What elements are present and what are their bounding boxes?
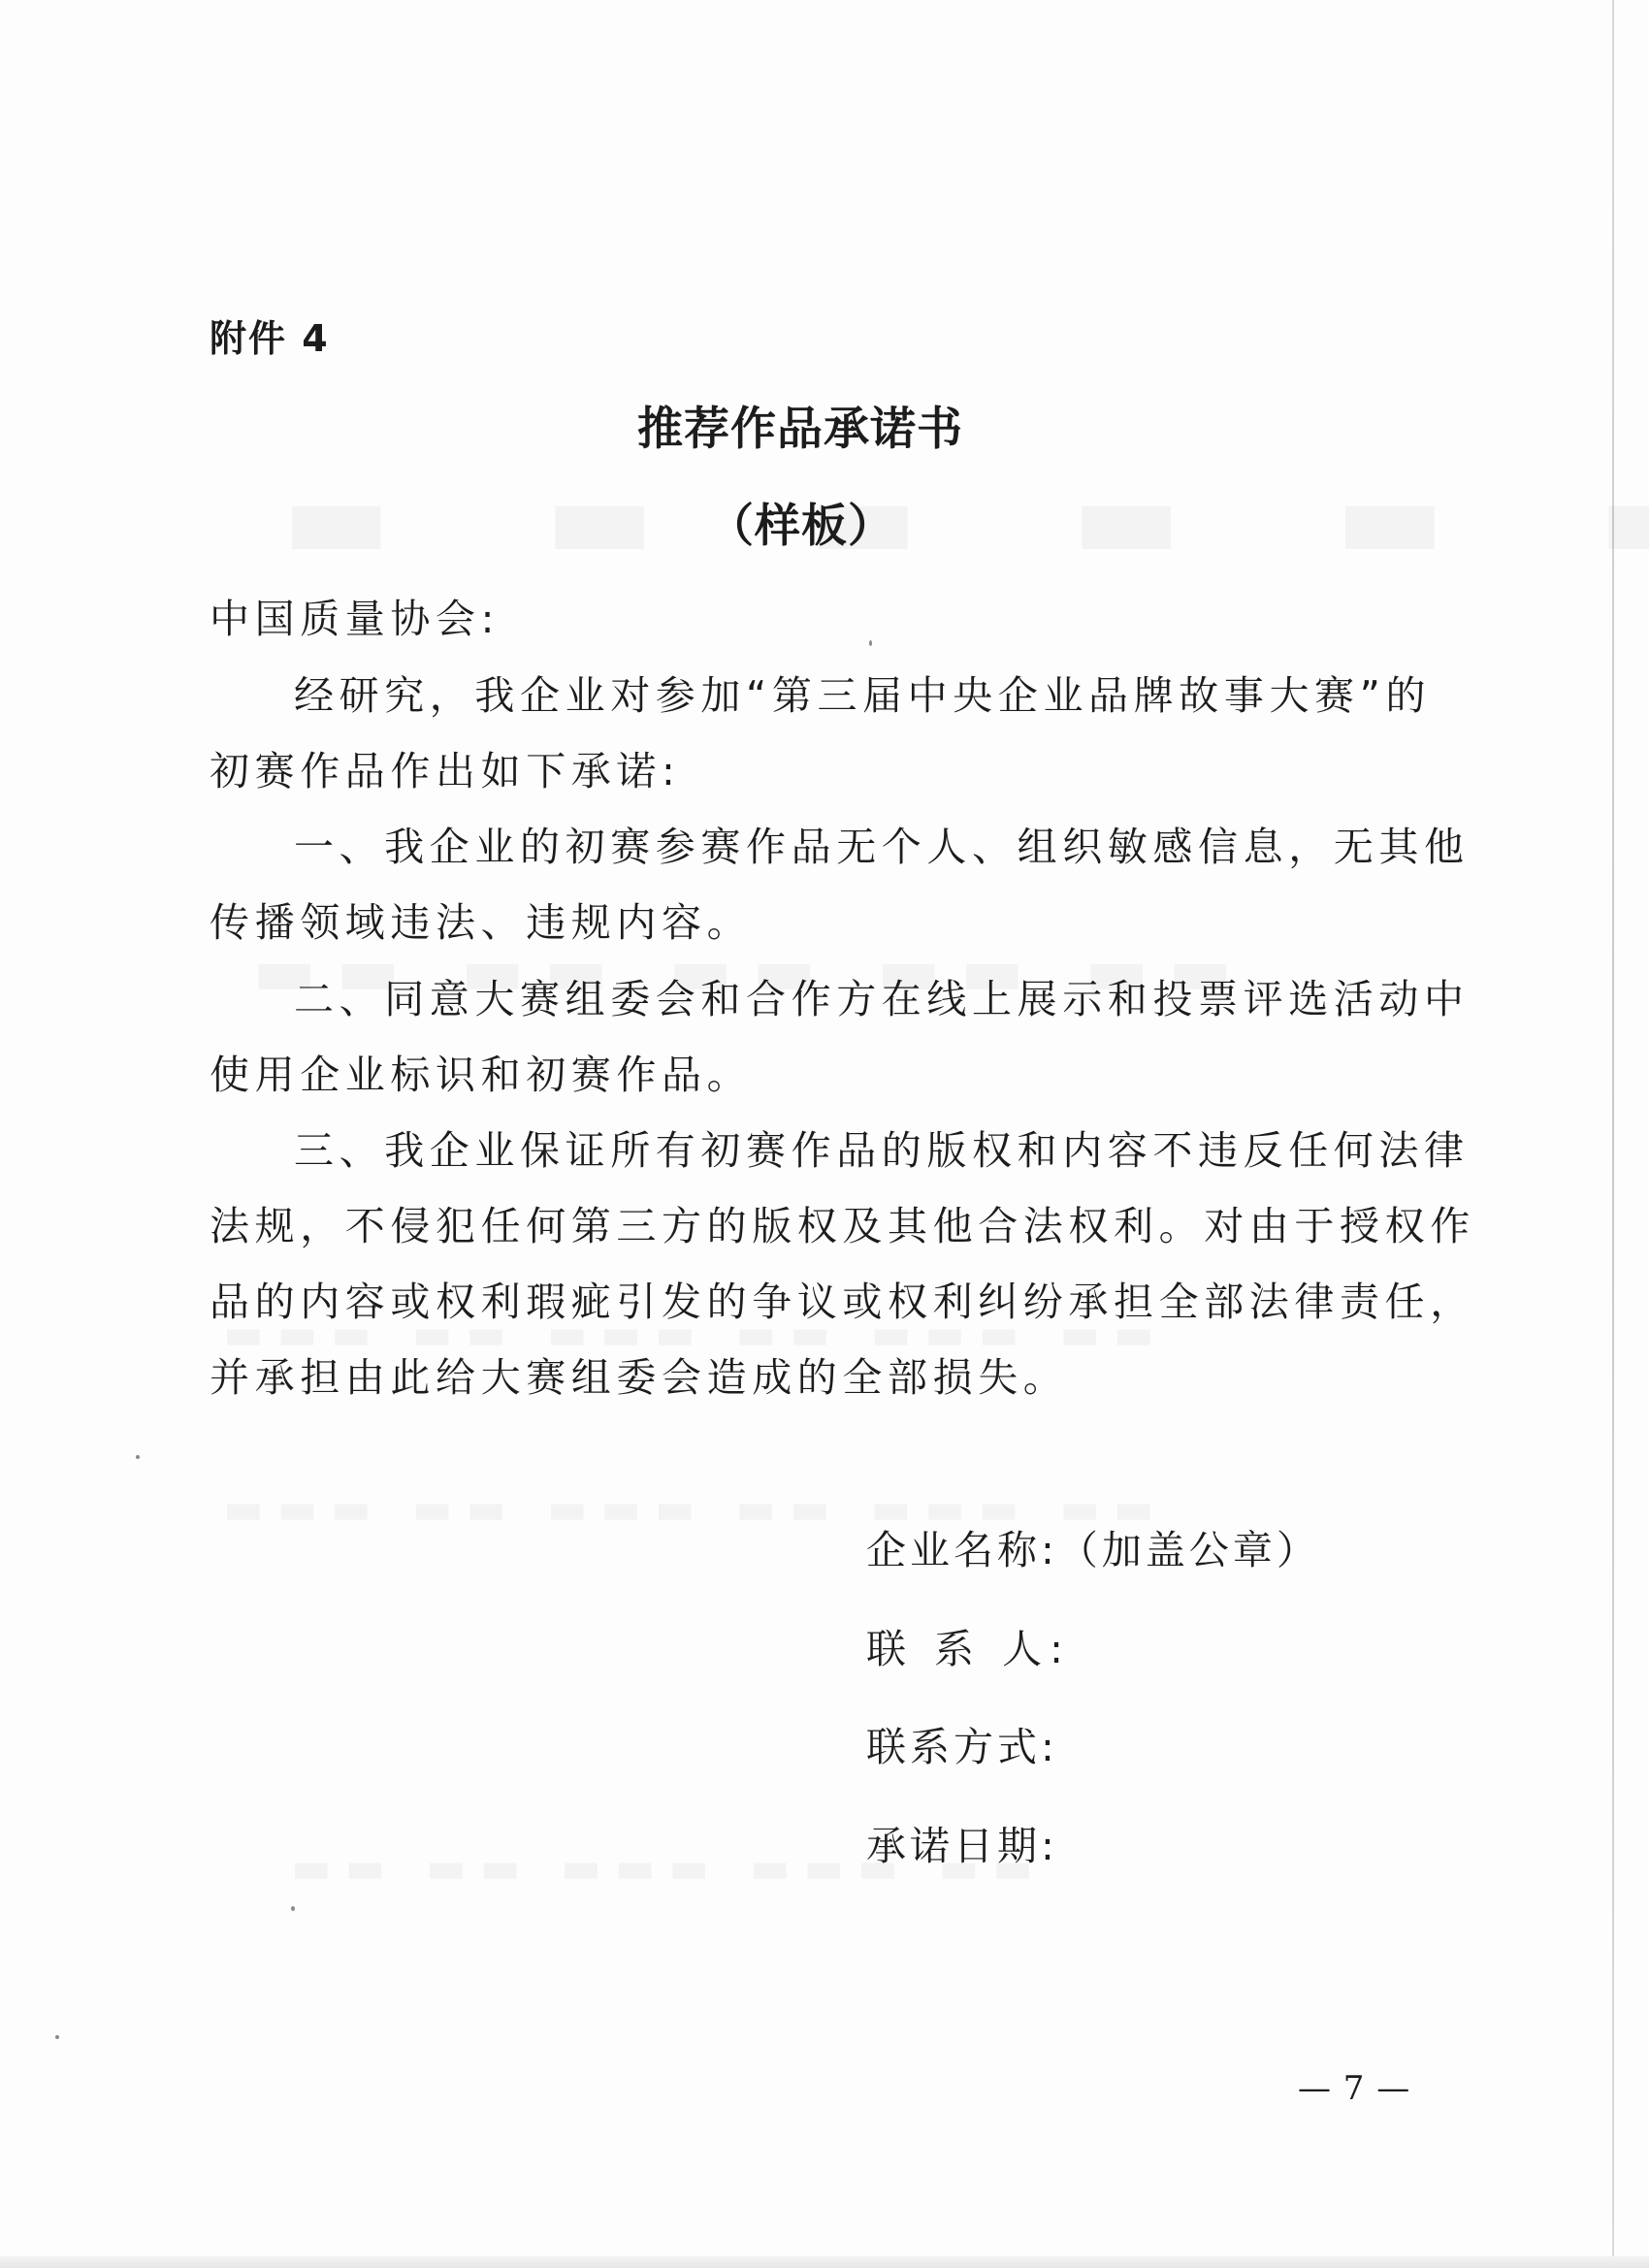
- document-title: 推荐作品承诺书: [637, 403, 963, 456]
- commitment-date-label: 承诺日期:: [866, 1823, 1058, 1869]
- commitment-item-1-line: 传播领域违法、违规内容。: [210, 899, 753, 946]
- commitment-item-2-line: 二、同意大赛组委会和合作方在线上展示和投票评选活动中: [294, 976, 1470, 1022]
- commitment-item-3-line: 法规，不侵犯任何第三方的版权及其他合法权利。对由于授权作: [210, 1203, 1475, 1249]
- scan-edge-right: [1612, 0, 1614, 2268]
- commitment-item-3-line: 三、我企业保证所有初赛作品的版权和内容不违反任何法律: [294, 1127, 1470, 1174]
- company-name-label: 企业名称:（加盖公章）: [866, 1527, 1320, 1573]
- reverse-side-show-through: [281, 451, 1649, 586]
- scan-speck: [55, 2035, 59, 2039]
- scan-speck: [869, 640, 872, 646]
- commitment-item-1-line: 一、我企业的初赛参赛作品无个人、组织敏感信息，无其他: [294, 824, 1470, 870]
- commitment-item-3-line: 品的内容或权利瑕疵引发的争议或权利纠纷承担全部法律责任，: [210, 1279, 1475, 1325]
- attachment-label: 附件 4: [210, 317, 330, 360]
- commitment-item-2-line: 使用企业标识和初赛作品。: [210, 1052, 753, 1098]
- scan-edge-bottom: [0, 2256, 1649, 2268]
- scan-speck: [136, 1455, 140, 1459]
- contact-person-label: 联 系 人:: [866, 1626, 1071, 1672]
- intro-paragraph-line: 初赛作品作出如下承诺:: [210, 748, 681, 794]
- scan-speck: [291, 1906, 295, 1911]
- contact-method-label: 联系方式:: [866, 1724, 1058, 1770]
- page-number: — 7 —: [1298, 2069, 1411, 2108]
- intro-paragraph-line: 经研究，我企业对参加“第三届中央企业品牌故事大赛”的: [294, 672, 1432, 719]
- commitment-item-3-line: 并承担由此给大赛组委会造成的全部损失。: [210, 1354, 1069, 1401]
- document-subtitle: （样板）: [708, 500, 894, 553]
- salutation: 中国质量协会:: [210, 596, 501, 642]
